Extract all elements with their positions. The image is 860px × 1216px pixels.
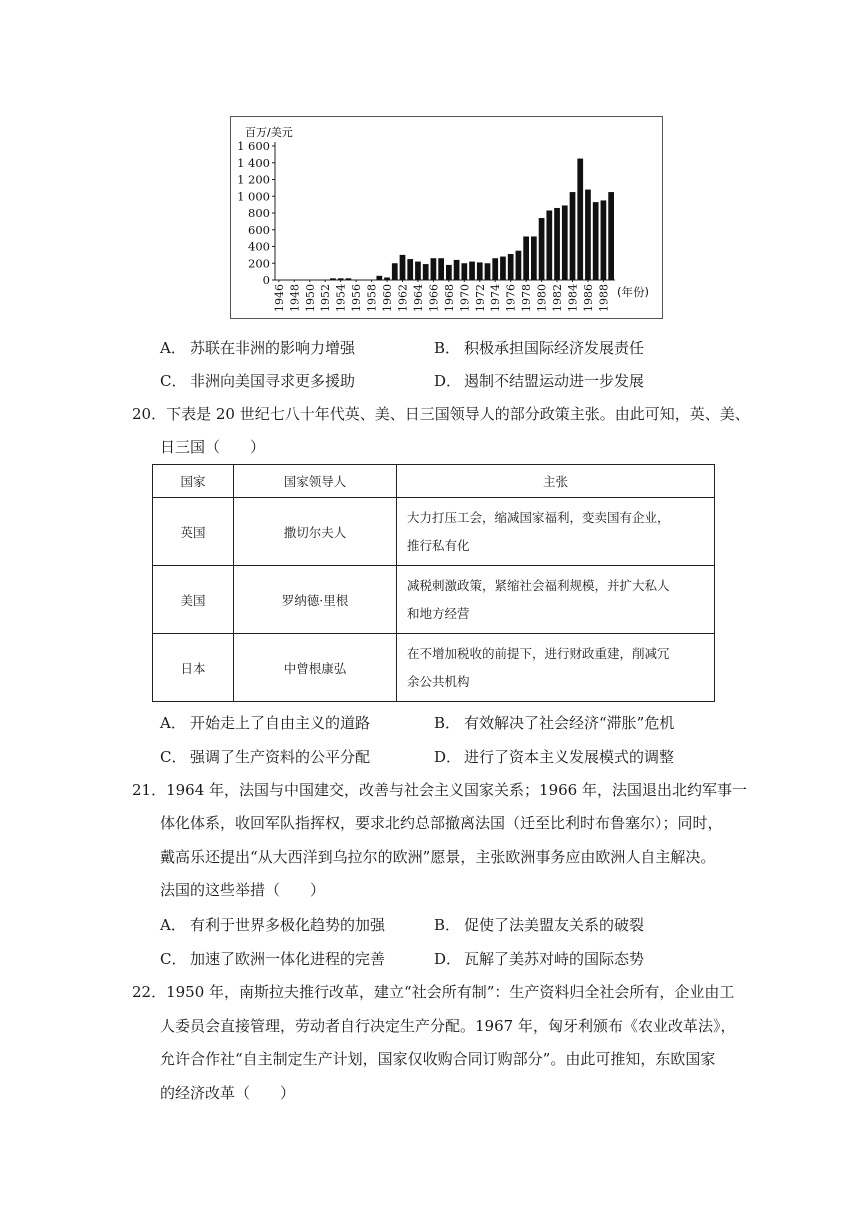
bar-1959 (376, 276, 382, 280)
bar-1979 (531, 236, 537, 280)
bar-1964 (415, 262, 421, 280)
q22-stem-line-4: 的经济改革（ ） (160, 1084, 296, 1102)
y-tick-label: 800 (248, 206, 270, 220)
option-letter: C． (160, 372, 187, 390)
bar-1973 (485, 263, 491, 280)
table-row (153, 634, 715, 702)
x-tick-label: 1966 (427, 284, 441, 312)
y-tick-label: 1 200 (237, 172, 270, 187)
bar-1989 (608, 192, 614, 280)
x-tick-label: 1984 (566, 284, 580, 312)
q20-option-b[interactable] (434, 712, 674, 733)
q20-option-a[interactable] (160, 712, 370, 733)
x-tick-label: 1952 (319, 284, 333, 312)
bar-1969 (454, 260, 460, 280)
policy-line: 推行私有化 (407, 537, 470, 553)
option-letter: A． (160, 714, 186, 732)
chart-frame (230, 116, 663, 319)
x-tick-label: 1978 (520, 284, 534, 312)
option-letter: B． (434, 714, 461, 732)
option-letter: B． (434, 339, 461, 357)
bar-1983 (562, 205, 568, 280)
y-tick-label: 400 (248, 239, 270, 254)
x-tick-label: 1946 (272, 284, 286, 312)
bar-1971 (469, 262, 475, 280)
q21-stem-line-3: 戴高乐还提出“从大西洋到乌拉尔的欧洲”愿景，主张欧洲事务应由欧洲人自主解决。 (160, 848, 716, 866)
x-tick-label: 1960 (381, 284, 395, 312)
bar-1972 (477, 262, 483, 280)
q19-option-a[interactable] (160, 337, 355, 358)
bar-1987 (593, 202, 599, 280)
policy-line: 大力打压工会，缩减国家福利，变卖国有企业， (407, 509, 670, 525)
x-tick-label: 1976 (504, 284, 518, 312)
option-text: 加速了欧洲一体化进程的完善 (190, 950, 386, 968)
row-leader: 撒切尔夫人 (234, 498, 397, 566)
x-tick-label: 1950 (303, 284, 317, 312)
x-tick-label: 1958 (365, 284, 379, 312)
y-tick-label: 0 (262, 273, 270, 287)
bar-1954 (338, 278, 344, 280)
option-text: 瓦解了美苏对峙的国际态势 (464, 950, 645, 968)
bar-1961 (392, 263, 398, 280)
bar-1984 (570, 192, 576, 280)
bar-1960 (384, 277, 390, 280)
bar-1985 (577, 159, 583, 280)
policy-line: 余公共机构 (407, 673, 470, 689)
option-text: 积极承担国际经济发展责任 (464, 339, 645, 357)
option-letter: D． (434, 372, 462, 390)
bar-1988 (601, 200, 607, 280)
row-leader: 中曾根康弘 (234, 634, 397, 702)
y-tick-label: 1 600 (237, 139, 270, 153)
bar-1982 (554, 208, 560, 280)
option-text: 遏制不结盟运动进一步发展 (464, 372, 645, 390)
bar-1970 (461, 263, 467, 280)
q21-stem-line-2: 体化体系，收回军队指挥权，要求北约总部撤离法国（迁至比利时布鲁塞尔）；同时， (160, 814, 723, 832)
q22-stem-line-1: 22．1950 年，南斯拉夫推行改革，建立“社会所有制”：生产资料归全社会所有，企业由工 (132, 983, 735, 1001)
header-policy: 主张 (397, 465, 715, 498)
bar-1986 (585, 190, 591, 280)
x-tick-label: 1954 (334, 284, 348, 312)
row-leader: 罗纳德·里根 (234, 566, 397, 634)
table-header-row (153, 465, 715, 498)
option-letter: A． (160, 916, 186, 934)
option-letter: C． (160, 950, 187, 968)
policy-line: 减税刺激政策，紧缩社会福利规模，并扩大私人 (407, 577, 670, 593)
bar-1981 (546, 210, 552, 280)
option-letter: A． (160, 339, 186, 357)
row-policy (397, 566, 715, 634)
bar-1962 (400, 255, 406, 280)
bar-1963 (407, 259, 413, 280)
table-row (153, 498, 715, 566)
x-tick-label: 1972 (473, 284, 487, 312)
q20-option-d[interactable] (434, 746, 674, 767)
option-text: 有效解决了社会经济“滞胀”危机 (464, 714, 675, 732)
x-tick-label: 1986 (581, 284, 595, 312)
header-leader: 国家领导人 (234, 465, 397, 498)
x-tick-label: 1988 (597, 284, 611, 312)
bar-1975 (500, 257, 506, 280)
q21-stem-line-4: 法国的这些举措（ ） (160, 881, 326, 899)
bar-1974 (492, 258, 498, 280)
option-letter: D． (434, 748, 462, 766)
y-axis-label: 百万/美元 (245, 126, 293, 139)
bar-1966 (431, 258, 437, 280)
q20-stem-line-2: 日三国（ ） (160, 438, 266, 456)
table-row (153, 566, 715, 634)
x-tick-label: 1970 (458, 284, 472, 312)
row-country: 美国 (153, 566, 234, 634)
x-tick-label: 1948 (288, 284, 302, 312)
option-text: 非洲向美国寻求更多援助 (190, 372, 356, 390)
bar-chart (231, 117, 662, 318)
x-tick-label: 1982 (551, 284, 565, 312)
x-tick-label: 1974 (489, 284, 503, 312)
q19-option-b[interactable] (434, 337, 644, 358)
bar-1968 (446, 265, 452, 280)
q19-option-c[interactable] (160, 370, 355, 391)
option-letter: B． (434, 916, 461, 934)
y-tick-label: 1 400 (237, 155, 270, 170)
x-tick-label: 1968 (442, 284, 456, 312)
option-letter: C． (160, 748, 187, 766)
q22-stem-line-2: 人委员会直接管理，劳动者自行决定生产分配。1967 年，匈牙利颁布《农业改革法》， (160, 1017, 736, 1035)
y-tick-label: 1 000 (237, 189, 270, 204)
policy-line: 在不增加税收的前提下，进行财政重建，削减冗 (407, 645, 670, 661)
y-tick-label: 200 (248, 256, 270, 271)
q21-option-d[interactable] (434, 948, 644, 969)
row-country: 英国 (153, 498, 234, 566)
option-text: 进行了资本主义发展模式的调整 (464, 748, 675, 766)
row-country: 日本 (153, 634, 234, 702)
bar-1978 (523, 236, 529, 280)
option-text: 有利于世界多极化趋势的加强 (190, 916, 386, 934)
row-policy (397, 498, 715, 566)
q21-option-c[interactable] (160, 948, 385, 969)
bar-1977 (516, 251, 522, 280)
option-text: 强调了生产资料的公平分配 (190, 748, 371, 766)
q22-stem-line-3: 允许合作社“自主制定生产计划，国家仅收购合同订购部分”。由此可推知，东欧国家 (160, 1050, 716, 1068)
q21-stem-line-1: 21．1964 年，法国与中国建交，改善与社会主义国家关系；1966 年，法国退出北约军事一 (132, 781, 747, 799)
x-tick-label: 1964 (411, 284, 425, 312)
policy-table (152, 464, 715, 702)
bar-1980 (539, 218, 545, 280)
q21-option-a[interactable] (160, 914, 385, 935)
x-axis-label: (年份) (617, 285, 649, 299)
row-policy (397, 634, 715, 702)
option-text: 开始走上了自由主义的道路 (190, 714, 371, 732)
option-text: 苏联在非洲的影响力增强 (190, 339, 356, 357)
option-letter: D． (434, 950, 462, 968)
bar-1965 (423, 264, 429, 280)
y-tick-label: 600 (248, 222, 270, 237)
q21-option-b[interactable] (434, 914, 644, 935)
option-text: 促使了法美盟友关系的破裂 (464, 916, 645, 934)
x-tick-label: 1956 (350, 284, 364, 312)
header-country: 国家 (153, 465, 234, 498)
bar-1955 (346, 278, 352, 280)
bar-1967 (438, 258, 444, 280)
q20-option-c[interactable] (160, 746, 370, 767)
q20-stem-line-1: 20．下表是 20 世纪七八十年代英、美、日三国领导人的部分政策主张。由此可知，英、美、 (132, 405, 750, 423)
x-tick-label: 1962 (396, 284, 410, 312)
q19-option-d[interactable] (434, 370, 644, 391)
policy-line: 和地方经营 (407, 605, 470, 621)
bar-1976 (508, 254, 514, 280)
bar-1953 (330, 278, 336, 280)
x-tick-label: 1980 (535, 284, 549, 312)
